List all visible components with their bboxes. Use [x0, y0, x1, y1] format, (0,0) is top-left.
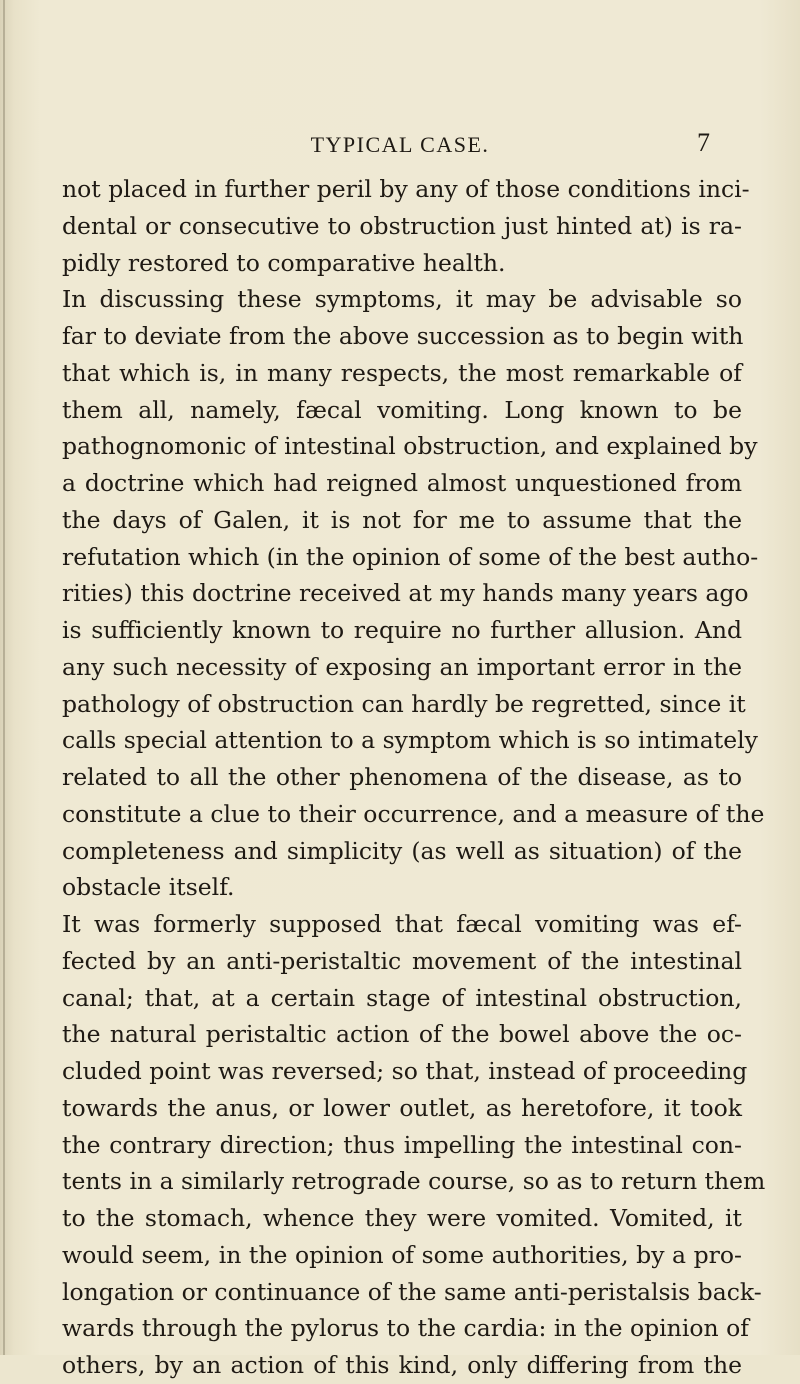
text-line: dental or consecutive to obstruction just hinted at) is ra- [62, 211, 742, 240]
text-line: the contrary direction; thus impelling the intestinal con- [62, 1130, 742, 1159]
text-line: constitute a clue to their occurrence, and a measure of the [62, 799, 765, 828]
text-line: obstacle itself. [62, 873, 235, 902]
text-line: related to all the other phenomena of the disease, as to [62, 763, 742, 791]
running-title: TYPICAL CASE. [310, 132, 490, 157]
text-line: far to deviate from the above succession as to begin with [62, 322, 744, 350]
text-line: a doctrine which had reigned almost unquestioned from [62, 469, 742, 497]
text-line: the natural peristaltic action of the bowel above the oc- [62, 1020, 742, 1049]
binding-edge [3, 0, 5, 1355]
text-line: tents in a similarly retrograde course, so as to return them [62, 1167, 766, 1196]
text-line: calls special attention to a symptom which is so intimately [62, 726, 758, 755]
running-head [60, 128, 740, 162]
text-line: not placed in further peril by any of those conditions inci- [62, 175, 750, 203]
text-line: them all, namely, fæcal vomiting. Long known to be [62, 395, 742, 424]
text-line: cluded point was reversed; so that, instead of proceeding [62, 1057, 748, 1085]
text-line: any such necessity of exposing an important error in the [62, 652, 742, 681]
text-line: pathognomonic of intestinal obstruction, and explained by [62, 432, 758, 461]
text-line: is sufficiently known to require no further allusion. And [62, 616, 742, 644]
text-line: others, by an action of this kind, only differing from the [62, 1351, 742, 1379]
text-line: would seem, in the opinion of some authorities, by a pro- [62, 1240, 742, 1269]
text-line: longation or continuance of the same anti-peristalsis back- [62, 1277, 762, 1306]
text-line: canal; that, at a certain stage of intestinal obstruction, [62, 983, 742, 1012]
text-line: refutation which (in the opinion of some of the best autho- [62, 542, 759, 571]
text-line: pidly restored to comparative health. [62, 248, 506, 277]
text-line: completeness and simplicity (as well as situation) of the [62, 836, 742, 865]
text-line: the days of Galen, it is not for me to assume that the [62, 505, 742, 534]
text-line: fected by an anti-peristaltic movement of the intestinal [62, 946, 742, 975]
text-line: pathology of obstruction can hardly be regretted, since it [62, 689, 746, 718]
text-line: that which is, in many respects, the most remarkable of [62, 358, 742, 387]
page-number: 7 [697, 128, 710, 157]
body-text [62, 171, 766, 1384]
text-line: wards through the pylorus to the cardia: in the opinion of [62, 1314, 749, 1343]
text-line: In discussing these symptoms, it may be advisable so [62, 285, 742, 314]
text-line: rities) this doctrine received at my hands many years ago [62, 579, 749, 608]
text-line: It was formerly supposed that fæcal vomiting was ef- [62, 910, 742, 938]
text-line: to the stomach, whence they were vomited. Vomited, it [62, 1204, 742, 1232]
text-line: towards the anus, or lower outlet, as heretofore, it took [62, 1093, 742, 1122]
